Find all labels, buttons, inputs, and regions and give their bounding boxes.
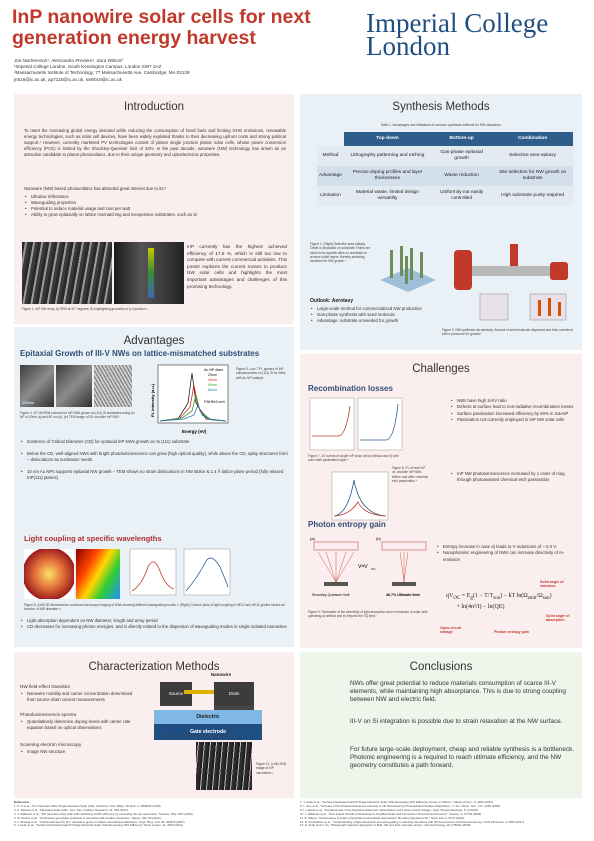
solar-cell-shape [324, 582, 348, 586]
synthesis-methods-title: Synthesis Methods [392, 101, 490, 113]
reference-item: 2. K. Dasnett et al., "Nanowire Solar Cells," Ann. Rev. of Mater. Research, 41, 269 (2011). [14, 807, 129, 812]
nanowire-shape [558, 302, 561, 316]
sun-source-shape [382, 542, 426, 550]
recombination-bullet-list [450, 398, 576, 424]
fet-source-label: Source [160, 682, 192, 706]
conclusion-paragraph-2: III-V on Si integration is possible due to strain relaxation at the NW surface. [350, 718, 563, 725]
nanowire-shape [410, 248, 413, 280]
table-header-cell: Combination [492, 132, 573, 146]
outlook-bullet: • Advantage: substrate unneeded for growth [310, 318, 450, 324]
passivation-bullet-list [450, 471, 576, 484]
outlook-bullet: • Gas-phase synthesis with seed molecule [310, 312, 450, 318]
pl-method-title: Photoluminescence spectra [20, 712, 77, 717]
intro-bullet-list [24, 194, 286, 218]
fet-method-bullet: • Nanowire mobility and carrier concentration determined from source-drain current measurements [20, 691, 138, 703]
table-header-row [317, 132, 573, 146]
entropy-bullet: • Nanophotonic engineering of NWs can increase directivity of re-emission [436, 550, 576, 563]
passivation-bullet: • InP NW photoluminescence increased by 1 order of mag through photoassisted chemical etch passivation [450, 471, 576, 484]
recombination-bullet: • Defects at surface lead to non-radiative recombination losses [450, 404, 576, 410]
nanowire-shape [538, 300, 541, 316]
recombination-bullet: • Passivation not currently employed in InP NW solar cells [450, 417, 576, 423]
sun-source-shape [314, 542, 358, 550]
author-names: Joe Nachemson¹, Alessandro Previero¹, Sara Wilson² [14, 58, 123, 63]
panel-a-label: (a) [310, 536, 315, 541]
intro-bullet: • Potential to reduce material usage and cost per watt [24, 206, 286, 212]
figure-9-caption: Figure 9. Schematic of the directivity of light absorption and re-emission of solar cells operating a) without and b) beyond the SQ limit.¹ [308, 610, 428, 619]
sem-image-a [20, 365, 54, 407]
figure-10-caption: Figure 10. NW field-effect transistor schematic.¹² [166, 734, 235, 738]
references-title: References [14, 800, 30, 804]
reference-item: 13. N. Anttu and H. Xu, "Wavelength selective absorption in Bulk, InP and InAs nanowire arrays," Nanotechnology, 20, 075202 (2009). [300, 823, 472, 828]
table-cell: Lithography patterning and etching [344, 146, 431, 166]
reference-item: 11. K. Wilson, "Performance of indium phosphide photovoltaics approaches 'Shockley-Queisser limit'," Nano Lett. 9, 2170 (2019). [300, 815, 465, 820]
light-coupling-bullet: • CD decreases for increasing photon energies, and is directly related to the dispersion of waveguiding modes in single isolated nanowires [20, 624, 288, 630]
absorption-rays [318, 552, 354, 582]
figure-5-caption: Figure 5. Low-T PL spectra of InP nanostructures on (111) Si for NWs with Au NP catalyst. [236, 367, 286, 380]
plot-legend-item: 60nm [208, 383, 217, 387]
plot-frame [158, 365, 228, 423]
sq-limit-label: Shockley-Queisser limit [312, 593, 350, 597]
equation-annotation: Solid angle of absorption [546, 614, 570, 622]
table-cell: Material waste, limited design versatility [344, 186, 431, 206]
table-cell: Precise doping profiles and layer thicknesses [344, 166, 431, 186]
conclusions-title: Conclusions [409, 661, 473, 673]
outlook-title: Outlook: Aerotaxy [310, 298, 354, 304]
jv-curves-plot [308, 396, 404, 452]
scale-bar-label: 100nm [22, 400, 35, 405]
directivity-schematic [308, 534, 432, 606]
plot-annotation: FWHM 6 meV [204, 400, 226, 404]
introduction-title: Introduction [123, 101, 185, 113]
equation-annotation: Solid angle of emission [540, 580, 564, 588]
table-header-cell [317, 132, 344, 146]
table-cell: Site selection for NW growth on substrate [492, 166, 573, 186]
reference-item: 3. J. Wallentin et al., "InP nanowire array solar cells achieving 13.8% efficiency by exceeding the ray optics limit," Science, 339, 1057 (2013). [14, 811, 194, 816]
table-row-header: Advantage [317, 166, 344, 186]
voc-equation-block [440, 578, 580, 644]
light-coupling-subtitle: Light coupling at specific wavelengths [24, 534, 162, 543]
challenges-title: Challenges [412, 363, 470, 375]
aerosol-chamber-shape [454, 250, 472, 290]
plot-panel-b [358, 398, 402, 450]
equation-annotation: Photon entropy gain [494, 630, 529, 634]
fet-nanowire-label: Nanowire [210, 672, 232, 677]
pl-spectra-plot [148, 363, 232, 437]
intro-bullet: • Ultralow reflectance [24, 194, 286, 200]
affiliation-1: ¹Imperial College London, South Kensington Campus, London SW7 2AZ [14, 64, 162, 70]
reference-item: 4. M. Heurlin et al., "Continuous gas-phase synthesis of nanowires with tunable properties," Nature, 492, 90 (2012). [14, 815, 162, 820]
table-cell: High substrate purity required [492, 186, 573, 206]
table-1-caption: Table 1. Advantages and limitations of common synthesis methods for NW nanowires. [380, 123, 502, 127]
plot-legend-item: 40nm [208, 378, 217, 382]
reference-item: 6. J. Heile et al., "Surface-Passivated GaAsP Single-Nanowire Solar Cells Exceeding 10% Efficiency" Nano Letters, 14, 3293 (2014). [14, 823, 184, 828]
absorption-rays [400, 552, 408, 582]
intro-bullet: • Waveguiding properties [24, 200, 286, 206]
outlook-bullet-list [310, 306, 450, 324]
pn-junction-geometry-image [114, 242, 184, 304]
nanowire-shape [400, 246, 403, 276]
synthesis-table-wrapper [317, 132, 573, 206]
advantages-bullet: • Existence of Critical Diameter (CD) for epitaxial InP NWs growth on Si (111) substrate [20, 439, 288, 445]
light-coupling-contour-plot [76, 549, 120, 599]
ultimate-limit-label: 46.7% Ultimate limit [386, 593, 420, 597]
characterization-panel [14, 652, 294, 798]
reference-item: 10. J. Wallentin et al., "Flux-limited Growth of Nanowires in Amplified Solar-Cell Conversion Chemical Environment," Science, 5, 27702 (2009). [300, 811, 483, 816]
inp-nanowire-sem-image [196, 742, 252, 790]
figure-2-caption: Figure 2. (Right) Selective area epitaxy. Oxide is deposited on substrate. Holes are etched into specific sites on substrate to remove oxide layers, thereby selecting locations for NW growth.⁴ [310, 242, 371, 264]
figure-11-caption: Figure 11. (Left) SEM image of InP nanowires.¹³ [256, 762, 287, 775]
reference-item: 7. J. Heile et al., "Surface-Passivated GaAsP Single-Nanowire Solar Cells Exceeding 10% Efficiency Grown on Silicon," Nature Comm., 5, 3293 (2014). [300, 800, 494, 804]
panel-b-label: (b) [376, 536, 381, 541]
chart-frame [130, 549, 176, 595]
table-cell: Selective area epitaxy [492, 146, 573, 166]
poster-title: InP nanowire solar cells for next generation energy harvest [12, 6, 311, 49]
figure-1-caption: Figure 1. InP NW array, A) SEM at 30° degrees, B) highlighting geometry of p-n junction.³ [22, 307, 148, 311]
table-header-cell: Top-down [344, 132, 431, 146]
solar-cell-shape [392, 582, 416, 586]
table-row [317, 186, 573, 206]
characterization-title: Characterization Methods [88, 661, 220, 673]
advantages-panel [14, 327, 294, 647]
table-row-header: Method [317, 146, 344, 166]
author-block [14, 58, 314, 83]
imperial-college-logo [366, 8, 584, 62]
intro-bullet: • Ability to grow epitaxially on lattice mismatching and inexpensive substrates, such as Si [24, 212, 286, 218]
conclusion-paragraph-1: NWs offer great potential to reduce materials consumption of scarce III-V elements, while maintaining high absorptance. This is due to strong coupling between NW and electric field. [350, 680, 566, 704]
aerotaxy-diagram [450, 234, 576, 326]
inp-nanowire-array-sem-image [22, 242, 112, 304]
figure-3-caption: Figure 3. NW synthesis via aerotaxy. Aerosol of seed molecule dispersed and then combined with a precursor for growth.⁵ [442, 328, 573, 337]
intro-paragraph-2: Nanowire (NW) based photovoltaics has attracted great interest due to its:² [24, 186, 167, 191]
figure-6-caption: Figure 6. (Left) 3D fluorescence confocal microscopy imaging of NWs showing different waveguiding modes.¹⁰ (Right) Contour plots of light coupling in HE12 and HE11 guided modes as function of NW diameter.¹¹ [24, 603, 285, 612]
nanowire-shape [390, 250, 393, 278]
collector-shape [550, 262, 568, 280]
seed-inset-shape [480, 294, 508, 320]
nanowire-shape [405, 256, 408, 284]
recombination-losses-subtitle: Recombination losses [308, 384, 393, 393]
reference-item: 8. L. Sun et al., "Increase of the Photoluminescence Intensity of InP Nanowires by Photoassisted Surface Passivation," J. Am. Chem. Soc., 127, 1260 (2005). [300, 803, 501, 808]
pl-comparison-plot [330, 470, 390, 522]
reference-item: 9. L. Hasnik et al., "Fundamentals of the Nanowire Solar Cell: Optimization of the Open Circuit Voltage," Appl. Physics Reviews, 5, 3 (2018). [300, 807, 479, 812]
absorption-chart-2 [180, 547, 232, 599]
equation-annotation: Open-circuit voltage [440, 626, 462, 634]
figure-8-caption: Figure 8. PL of bulk InP vs. wurtzite InP NWs before and after chemical etch passivation.⁹ [392, 466, 428, 483]
nanowire-junction-highlight [148, 248, 154, 298]
advantages-bullet-list [20, 439, 288, 481]
recombination-bullet: • Surface passivation increased efficiency by 50% in GaAsP [450, 411, 576, 417]
fluorescence-confocal-image [24, 549, 74, 599]
precursor-inlet-shape [510, 244, 518, 266]
introduction-panel [14, 94, 294, 324]
entropy-bullet-list [436, 544, 576, 563]
table-row [317, 166, 573, 186]
synthesis-methods-panel [300, 94, 582, 350]
sem-image-d [56, 365, 92, 407]
sem-method-bullets [20, 749, 138, 755]
reaction-tube-shape [472, 266, 550, 276]
logo-line-1: Imperial College [366, 8, 549, 38]
table-cell: Gas-phase epitaxial growth [431, 146, 492, 166]
epitaxial-growth-subtitle: Epitaxial Growth of III-V NWs on lattice-mismatched substrates [20, 349, 260, 358]
plot-legend-item: 80nm [208, 388, 217, 392]
fet-gate-electrode-label: Gate electrode [154, 724, 262, 740]
plot-legend-title: Au NP diam. [204, 368, 225, 372]
voc-equation: $qV_{OC} = E_g(1 - T/T_{sun})$ − kT $\ln(\Omega_{emit}/\Omega_{sun})$ + ln(4n²/I) − ln(QE) [446, 593, 552, 611]
reference-item: 12. R. Frederikson et al., "Understanding of light absorption and waveguiding in standing nanowires with 3D fluorescence confocal microscopy," ACS Photonics, 4, 2009 (2017). [300, 819, 525, 824]
plot-panel-a [310, 398, 354, 450]
chart-frame [184, 549, 230, 595]
voltage-label: V=V [358, 564, 368, 570]
logo-line-2: London [366, 31, 450, 61]
intro-paragraph-1: To meet the increasing global energy demand while reducing the consumption of fossil fuels and limiting GHG emissions, renewable energy technologies, such as solar cell devices, have been widely exploited thanks to their decreasing upfront costs and strong political support.¹ However, currently marketed PV technologies consist of planar single junction planar solar cells, whose power conversion efficiency (PCE) is limited by the Shockley-Queisser limit of 33%. In the past decade, nanowire (NW) technology has arisen as an attractive candidate to planar photovoltaics, due to their unique geometry and optoelectronic properties. [24, 128, 286, 157]
table-row-header: Limitation [317, 186, 344, 206]
table-cell: Waste reduction [431, 166, 492, 186]
table-header-cell: Bottom-up [431, 132, 492, 146]
entropy-bullet: • Entropy increase in case a) leads to V reductions of ~ 0.3 V. [436, 544, 576, 550]
fet-dielectric-label: Dielectric [154, 710, 262, 724]
nanowire-shape [420, 252, 423, 278]
conclusion-paragraph-3: For future large-scale deployment, cheap and reliable synthesis is a bottleneck. Photonic engineering is a required to reach ultimate efficiency, and the NW geometry constitutes a path forward. [350, 746, 575, 770]
tem-image-e [94, 365, 132, 407]
figure-7-caption: Figure 7. JV curves of single InP solar cell a) without and b) with core-shell passivation layer.⁸ [308, 454, 399, 463]
voltage-subscript: OC [371, 567, 376, 571]
plot-legend-item: 20nm [208, 373, 217, 377]
intro-side-text: InP currently has the highest achieved efficiency of 17.8 %, which is still too low to compete with current commercial activities. This poster explores the current means to produce NW solar cells and highlights the most important advantages and challenges of this promising technology. [187, 244, 287, 289]
pl-method-bullet: • Quantitatively determine doping levels with carrier rate equation based on optical observations [20, 719, 138, 731]
table-cell: Uniformity not easily controlled [431, 186, 492, 206]
reference-item: 1. Z. Li et al., "III-V Nanowire-Wire Single Nanowire Solar Cells: A Review," Adv. Mater. Technol. 3, 1800005 (2018). [14, 803, 162, 808]
plot-y-label: PL Intensity (a.u.) [150, 383, 155, 417]
sem-method-title: Scanning electron microscopy [20, 742, 82, 747]
figure-4-caption: Figure 4. 20°-tilt SEM pictures for InP NWs grown on (111) Si substrates using Au NP of 20nm (a) and 60 nm (d). (e) TEM image of 20 nm-wide InP NW.⁶ [20, 411, 135, 420]
fet-drain-label: Drain [214, 682, 254, 706]
references-right [300, 801, 582, 839]
reference-item: 5. L. Zhuang et al., "Critical diameter for III-V nanowires grown on lattice-mismatched substrates," Appl. Phys. Lett. 90, 043115 (2007). [14, 819, 186, 824]
recombination-bullet: • NWs have high SA/V ratio [450, 398, 576, 404]
light-coupling-bullet: • Light absorption dependent on NW diameter, length and array period [20, 618, 288, 624]
table-row [317, 146, 573, 166]
fet-method-title: NW field-effect transistor [20, 684, 71, 689]
author-emails: jn516@ic.ac.uk, ap7115@ic.ac.uk, sw6019@ic.ac.uk [14, 76, 122, 82]
plot-x-label: Energy (eV) [182, 429, 207, 434]
synthesis-comparison-table [317, 132, 573, 206]
nanowire-shape [548, 298, 551, 316]
references-left [14, 801, 294, 839]
affiliation-2: ²Massachusetts Institute of Technology, 77 Massachusetts Ave, Cambridge, MA 02139 [14, 70, 190, 76]
sem-method-bullet: • Image NW structure [20, 749, 138, 755]
light-coupling-bullet-list [20, 618, 288, 630]
pl-method-bullets [20, 719, 138, 731]
advantages-bullet: • 10 nm Au NPs supports epitaxial NW growth – TEM shows no strain dislocations in NW lattice & 1.4 Å lattice plane period (fully relaxed InP(111) planes) [20, 469, 288, 481]
fet-method-bullets [20, 691, 138, 703]
absorption-chart-1 [126, 547, 178, 599]
advantages-title: Advantages [123, 335, 185, 347]
challenges-panel [300, 354, 582, 648]
photon-entropy-gain-subtitle: Photon entropy gain [308, 520, 386, 529]
advantages-bullet: • Below the CD, well-aligned NWs with bright photoluminescence can grow (high optical quality), while above the CD, splay structures form – dislocations as nucleation seeds [20, 451, 288, 463]
conclusions-panel [300, 652, 582, 798]
selective-area-epitaxy-diagram [376, 236, 438, 294]
outlook-bullet: • Large-scale method for commercialized NW production [310, 306, 450, 312]
